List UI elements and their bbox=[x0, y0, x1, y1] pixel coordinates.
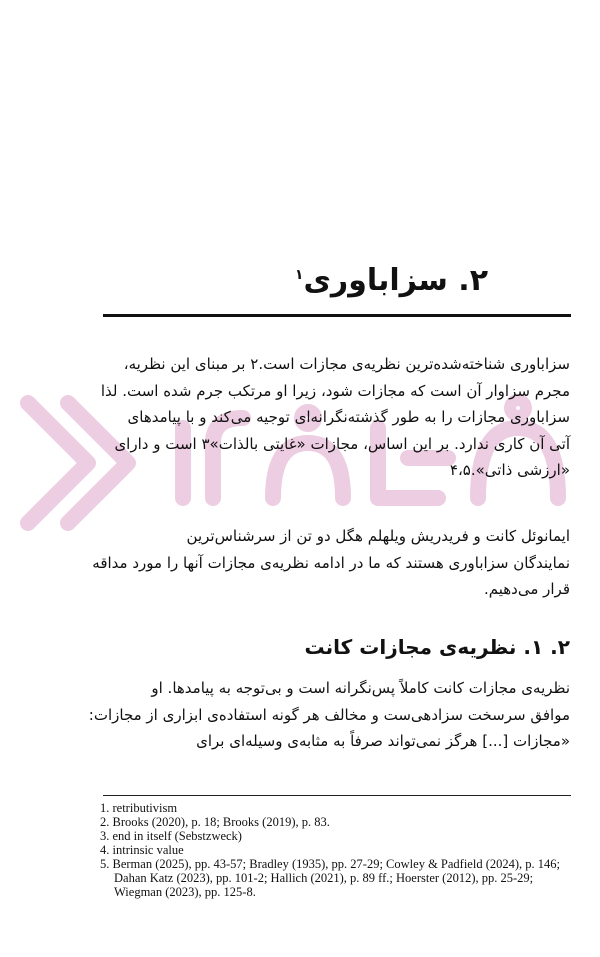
footnote-separator bbox=[103, 795, 571, 796]
chapter-number: ۲. bbox=[458, 263, 488, 298]
chapter-title-rule bbox=[103, 314, 571, 317]
section-paragraph bbox=[25, 675, 570, 755]
section-number: ۲. ۱. bbox=[523, 635, 570, 659]
section-title: نظریه‌ی مجازات کانت bbox=[304, 635, 517, 659]
text-line: ایمانوئل کانت و فریدریش ویلهلم هگل دو تن از سرشناس‌ترین bbox=[186, 527, 570, 545]
paragraph-1 bbox=[25, 351, 570, 484]
footnotes bbox=[100, 801, 578, 899]
footnote-2: 2. Brooks (2020), p. 18; Brooks (2019), p. 83. bbox=[100, 815, 330, 829]
text-line: قرار می‌دهیم. bbox=[483, 580, 570, 598]
footnote-5: 5. Berman (2025), pp. 43-57; Bradley (1935), pp. 27-29; Cowley & Padfield (2024), p. 146; Dahan Katz (2023), pp. 101-2; Hallich (2021), p. 89 ff.; Hoerster (2012), pp. 25-29; Wiegman (2023), pp. 125-8. bbox=[100, 857, 560, 899]
text-line: «مجازات [...] هرگز نمی‌تواند صرفاً به مثابه‌ی وسیله‌ای برای bbox=[196, 732, 570, 750]
text-line: مجرم سزاوار آن است که مجازات شود، زیرا او مرتکب جرم شده است. لذا bbox=[100, 381, 570, 400]
chapter-title-text: سزاباوری bbox=[303, 263, 448, 298]
text-line: نظریه‌ی مجازات کانت کاملاً پس‌نگرانه است و بی‌توجه به پیامدها. او bbox=[151, 679, 570, 697]
text-line: آتی آن کاری ندارد. بر این اساس، مجازات «غایتی بالذات»۳ است و دارای bbox=[114, 434, 570, 453]
text-line: نمایندگان سزاباوری هستند که ما در ادامه نظریه‌ی مجازات آنها را مورد مداقه bbox=[92, 553, 570, 572]
text-line: سزاباوری شناخته‌شده‌ترین نظریه‌ی مجازات است.۲ بر مبنای این نظریه، bbox=[123, 355, 570, 373]
chapter-heading bbox=[88, 253, 488, 303]
text-line: «ارزشی ذاتی».۴،۵ bbox=[449, 461, 570, 479]
paragraph-2 bbox=[25, 523, 570, 603]
chapter-footnote-mark: ۱ bbox=[294, 267, 304, 283]
text-line: موافق سرسخت سزادهی‌ست و مخالف هر گونه استفاده‌ی ابزاری از مجازات: bbox=[88, 705, 570, 724]
footnote-3: 3. end in itself (Sebstzweck) bbox=[100, 829, 242, 843]
section-heading bbox=[170, 632, 570, 662]
footnote-1: 1. retributivism bbox=[100, 801, 178, 815]
text-line: سزاباوری مجازات را به طور گذشته‌نگرانه‌ای توجیه می‌کند و با پیامدهای bbox=[127, 408, 570, 426]
footnote-4: 4. intrinsic value bbox=[100, 843, 184, 857]
